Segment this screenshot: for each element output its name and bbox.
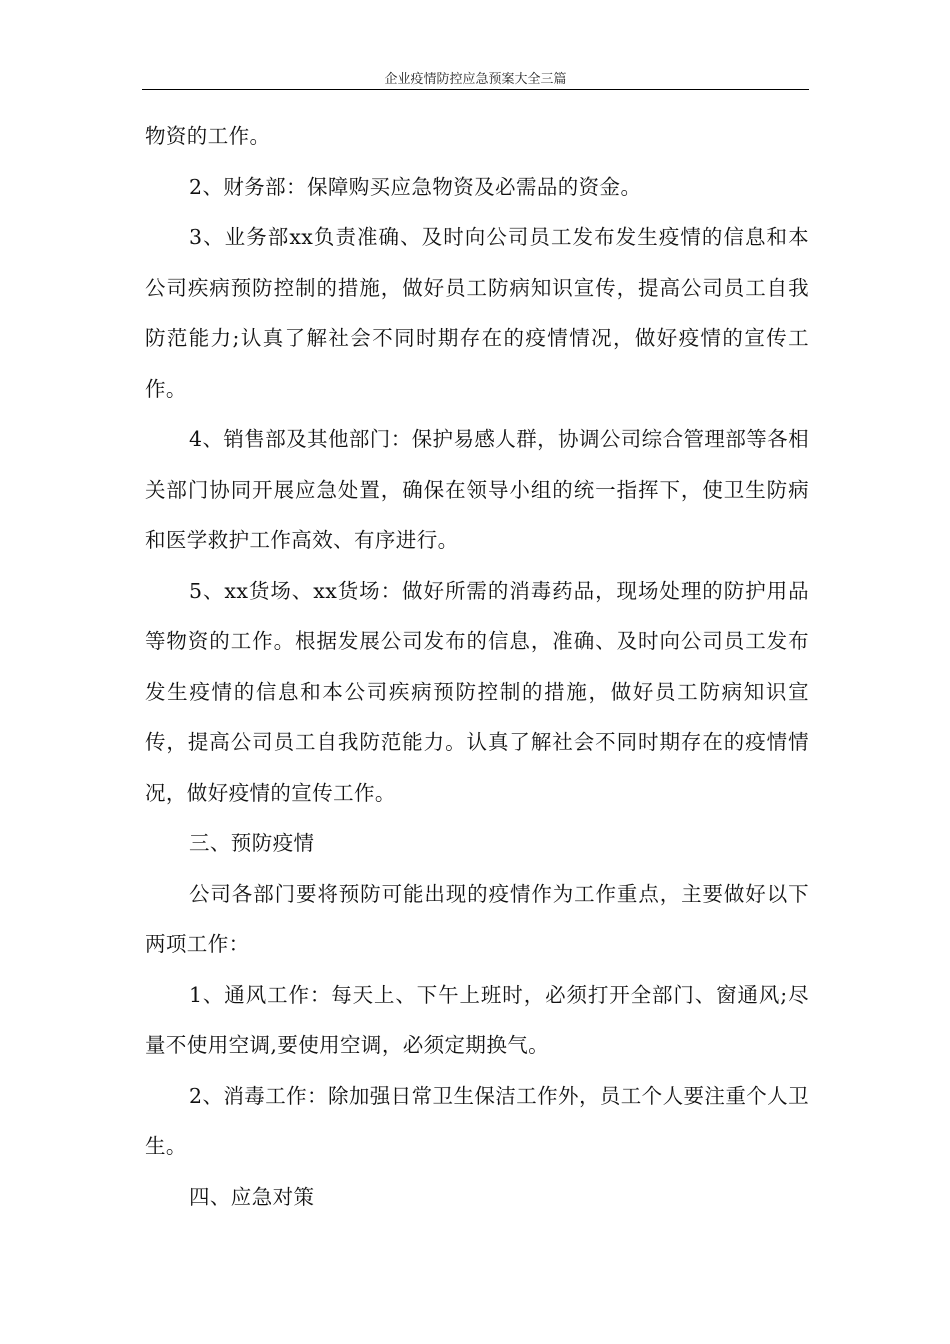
paragraph-freight-yards: 5、xx货场、xx货场：做好所需的消毒药品，现场处理的防护用品等物资的工作。根据发展公司发布的信息，准确、及时向公司员工发布发生疫情的信息和本公司疾病预防控制的措施，做好员工防病知识宣传，提高公司员工自我防范能力。认真了解社会不同时期存在的疫情情况，做好疫情的宣传工作。 (145, 578, 809, 805)
paragraph-sales-dept: 4、销售部及其他部门：保护易感人群，协调公司综合管理部等各相关部门协同开展应急处置，确保在领导小组的统一指挥下，使卫生防病和医学救护工作高效、有序进行。 (145, 427, 809, 552)
paragraph-prevention-intro: 公司各部门要将预防可能出现的疫情作为工作重点，主要做好以下两项工作： (145, 881, 809, 956)
section-heading-prevention: 三、预防疫情 (189, 831, 315, 855)
paragraph-continuation: 物资的工作。 (145, 124, 271, 148)
document-body (145, 111, 809, 1222)
paragraph-finance-dept: 2、财务部：保障购买应急物资及必需品的资金。 (189, 174, 642, 199)
paragraph-business-dept: 3、业务部xx负责准确、及时向公司员工发布发生疫情的信息和本公司疾病预防控制的措施，做好员工防病知识宣传，提高公司员工自我防范能力;认真了解社会不同时期存在的疫情情况，做好疫情的宣传工作。 (145, 225, 809, 401)
page-header-title: 企业疫情防控应急预案大全三篇 (384, 72, 567, 87)
section-heading-emergency: 四、应急对策 (189, 1184, 315, 1209)
header-divider (142, 89, 809, 90)
paragraph-disinfection: 2、消毒工作：除加强日常卫生保洁工作外，员工个人要注重个人卫生。 (145, 1083, 809, 1158)
paragraph-ventilation: 1、通风工作：每天上、下午上班时，必须打开全部门、窗通风;尽量不使用空调,要使用空调，必须定期换气。 (145, 982, 809, 1057)
